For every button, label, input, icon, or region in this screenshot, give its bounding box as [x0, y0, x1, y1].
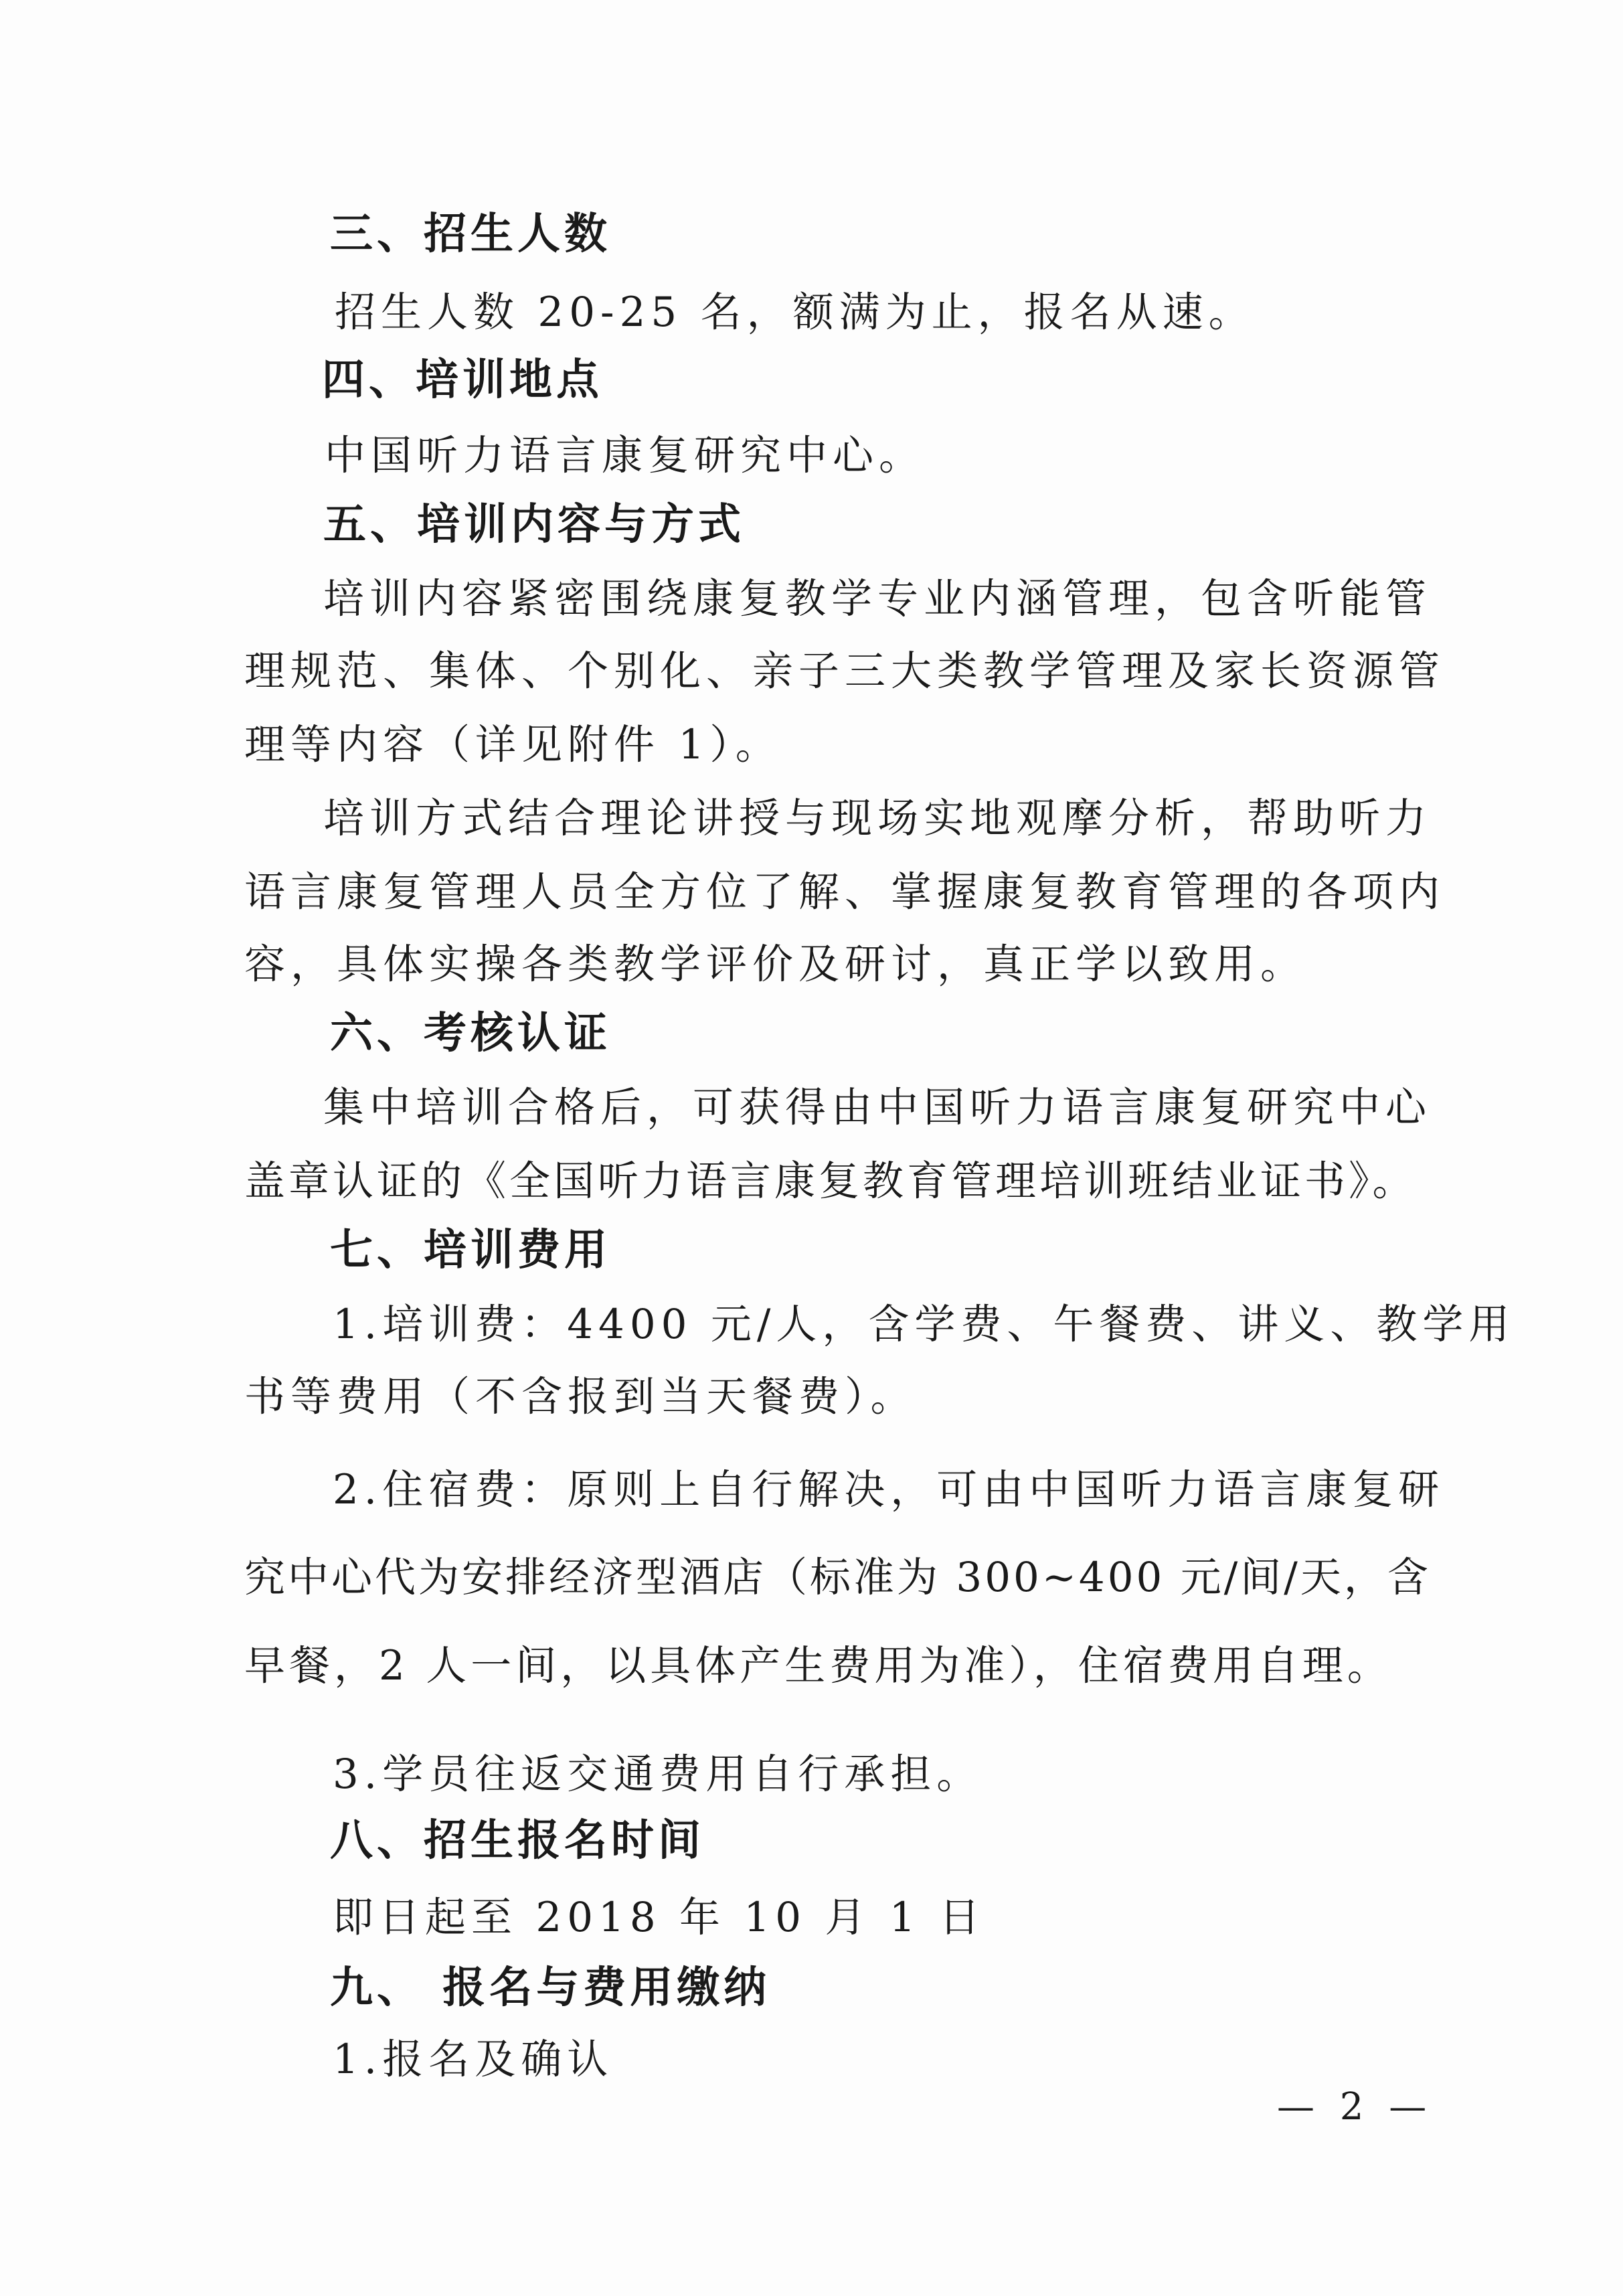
paragraph-line: 3.学员往返交通费用自行承担。: [333, 1750, 983, 1798]
section-heading-training-location: 四、培训地点: [322, 355, 603, 405]
paragraph-line: 招生人数 20-25 名，额满为止，报名从速。: [335, 289, 1255, 336]
paragraph-line: 盖章认证的《全国听力语言康复教育管理培训班结业证书》。: [244, 1157, 1417, 1205]
paragraph-line: 培训内容紧密围绕康复教学专业内涵管理，包含听能管: [323, 575, 1432, 623]
paragraph-line: 语言康复管理人员全方位了解、掌握康复教育管理的各项内: [244, 868, 1446, 916]
section-heading-enrollment-number: 三、招生人数: [330, 210, 611, 259]
paragraph-line: 书等费用（不含报到当天餐费）。: [244, 1373, 917, 1420]
page-number: — 2 —: [1277, 2085, 1434, 2129]
section-heading-training-fees: 七、培训费用: [330, 1226, 611, 1275]
paragraph-line: 培训方式结合理论讲授与现场实地观摩分析，帮助听力: [323, 795, 1432, 842]
paragraph-line: 1.报名及确认: [333, 2036, 614, 2083]
paragraph-line: 1.培训费：4400 元/人，含学费、午餐费、讲义、教学用: [333, 1301, 1515, 1348]
paragraph-line: 中国听力语言康复研究中心。: [325, 432, 926, 479]
paragraph-line: 2.住宿费：原则上自行解决，可由中国听力语言康复研: [333, 1466, 1445, 1513]
section-heading-assessment-certification: 六、考核认证: [330, 1009, 611, 1058]
paragraph-line: 理等内容（详见附件 1）。: [244, 721, 782, 768]
section-heading-enrollment-time: 八、招生报名时间: [330, 1816, 705, 1866]
paragraph-line: 早餐，2 人一间，以具体产生费用为准），住宿费用自理。: [244, 1642, 1392, 1690]
paragraph-line: 即日起至 2018 年 10 月 1 日: [333, 1894, 986, 1941]
paragraph-line: 究中心代为安排经济型酒店（标准为 300~400 元/间/天，含: [244, 1554, 1431, 1601]
paragraph-line: 容，具体实操各类教学评价及研讨，真正学以致用。: [244, 940, 1307, 988]
paragraph-line: 理规范、集体、个别化、亲子三大类教学管理及家长资源管: [244, 647, 1446, 695]
section-heading-registration-payment: 九、 报名与费用缴纳: [330, 1963, 771, 2013]
paragraph-line: 集中培训合格后，可获得由中国听力语言康复研究中心: [323, 1084, 1432, 1131]
section-heading-training-content: 五、培训内容与方式: [323, 500, 745, 550]
